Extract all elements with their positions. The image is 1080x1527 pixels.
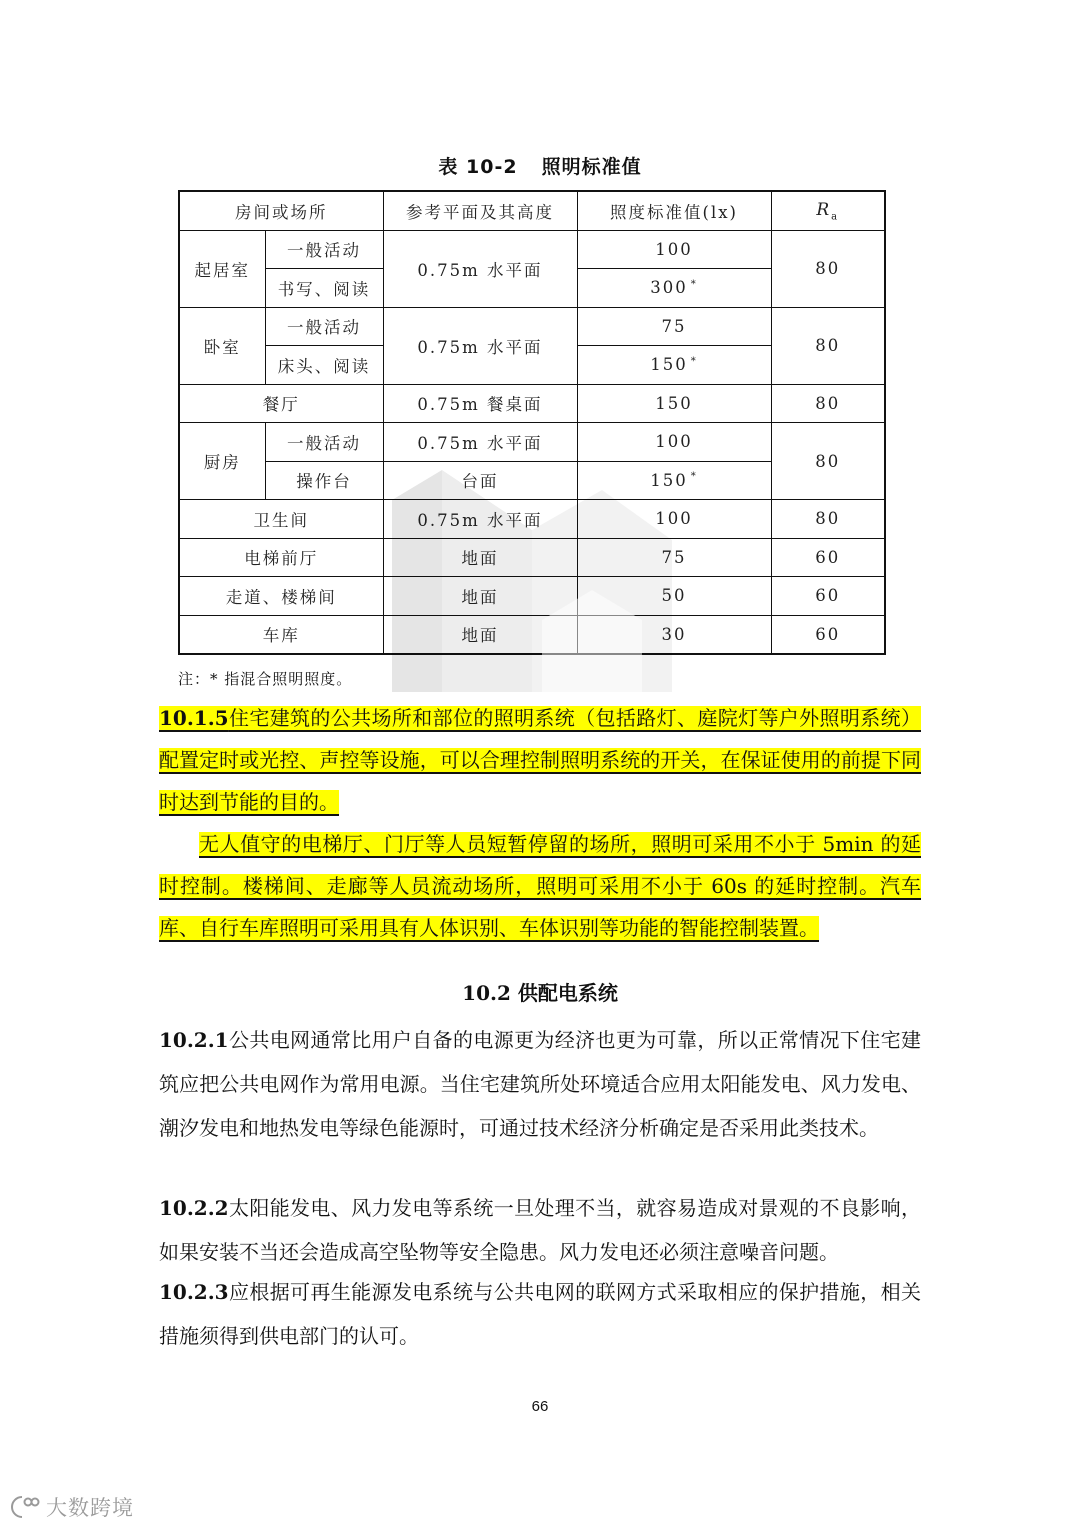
lux-cell: 75 bbox=[577, 307, 771, 346]
ra-cell: 60 bbox=[771, 538, 885, 577]
lux-cell: 50 bbox=[577, 577, 771, 616]
plane-cell: 地面 bbox=[383, 538, 577, 577]
lux-cell: 75 bbox=[577, 538, 771, 577]
table-row bbox=[179, 615, 885, 654]
clause-text: 住宅建筑的公共场所和部位的照明系统（包括路灯、庭院灯等户外照明系统）配置定时或光控、声控等设施，可以合理控制照明系统的开关，在保证使用的前提下同时达到节能的目的。 bbox=[159, 706, 921, 814]
sub-cell: 书写、阅读 bbox=[265, 269, 383, 308]
room-cell: 餐厅 bbox=[179, 384, 383, 423]
room-cell: 起居室 bbox=[179, 230, 265, 307]
room-cell: 走道、楼梯间 bbox=[179, 577, 383, 616]
ra-cell: 80 bbox=[771, 307, 885, 384]
room-cell: 厨房 bbox=[179, 423, 265, 500]
table-row bbox=[179, 230, 885, 269]
ra-cell: 80 bbox=[771, 423, 885, 500]
plane-cell: 0.75m 水平面 bbox=[383, 500, 577, 539]
ra-cell: 80 bbox=[771, 230, 885, 307]
table-number: 表 10-2 bbox=[438, 156, 518, 178]
room-cell: 卫生间 bbox=[179, 500, 383, 539]
lighting-standard-table bbox=[178, 190, 886, 655]
plane-cell: 0.75m 水平面 bbox=[383, 230, 577, 307]
ra-cell: 80 bbox=[771, 384, 885, 423]
clause-number: 10.2.2 bbox=[159, 1196, 229, 1220]
lux-cell: 150 * bbox=[577, 461, 771, 500]
lux-cell: 300 * bbox=[577, 269, 771, 308]
brand-name: 大数跨境 bbox=[46, 1496, 134, 1520]
ra-cell: 60 bbox=[771, 577, 885, 616]
brand-watermark bbox=[8, 1492, 134, 1522]
room-cell: 卧室 bbox=[179, 307, 265, 384]
header-room: 房间或场所 bbox=[179, 191, 383, 230]
brand-logo-icon bbox=[8, 1494, 40, 1520]
sub-cell: 一般活动 bbox=[265, 307, 383, 346]
table-header-row bbox=[179, 191, 885, 230]
plane-cell: 台面 bbox=[383, 461, 577, 500]
room-cell: 车库 bbox=[179, 615, 383, 654]
clause-10-1-5 bbox=[159, 697, 921, 823]
clause-10-2-3 bbox=[159, 1270, 921, 1358]
section-title: 10.2 供配电系统 bbox=[462, 981, 618, 1005]
header-ra: $R_a$ bbox=[771, 191, 885, 230]
lux-cell: 150 bbox=[577, 384, 771, 423]
table-row bbox=[179, 307, 885, 346]
clause-number: 10.2.1 bbox=[159, 1028, 229, 1052]
lux-cell: 100 bbox=[577, 230, 771, 269]
clause-text: 应根据可再生能源发电系统与公共电网的联网方式采取相应的保护措施，相关措施须得到供电部门的认可。 bbox=[159, 1280, 921, 1348]
clause-number: 10.1.5 bbox=[159, 706, 229, 730]
ra-cell: 80 bbox=[771, 500, 885, 539]
page-number: 66 bbox=[531, 1398, 549, 1415]
header-lux: 照度标准值(lx) bbox=[577, 191, 771, 230]
clause-text: 太阳能发电、风力发电等系统一旦处理不当，就容易造成对景观的不良影响，如果安装不当还会造成高空坠物等安全隐患。风力发电还必须注意噪音问题。 bbox=[159, 1196, 921, 1264]
lux-cell: 150 * bbox=[577, 346, 771, 385]
clause-10-2-1 bbox=[159, 1018, 921, 1150]
room-cell: 电梯前厅 bbox=[179, 538, 383, 577]
sub-cell: 床头、阅读 bbox=[265, 346, 383, 385]
sub-cell: 操作台 bbox=[265, 461, 383, 500]
plane-cell: 地面 bbox=[383, 615, 577, 654]
table-row bbox=[179, 384, 885, 423]
table-row bbox=[179, 538, 885, 577]
table-row bbox=[179, 577, 885, 616]
sub-cell: 一般活动 bbox=[265, 230, 383, 269]
header-plane: 参考平面及其高度 bbox=[383, 191, 577, 230]
clause-text: 公共电网通常比用户自备的电源更为经济也更为可靠，所以正常情况下住宅建筑应把公共电网作为常用电源。当住宅建筑所处环境适合应用太阳能发电、风力发电、潮汐发电和地热发电等绿色能源时，可通过技术经济分析确定是否采用此类技术。 bbox=[159, 1028, 921, 1140]
plane-cell: 地面 bbox=[383, 577, 577, 616]
table-row bbox=[179, 500, 885, 539]
plane-cell: 0.75m 水平面 bbox=[383, 307, 577, 384]
lux-cell: 100 bbox=[577, 500, 771, 539]
plane-cell: 0.75m 水平面 bbox=[383, 423, 577, 462]
lux-cell: 30 bbox=[577, 615, 771, 654]
table-title bbox=[0, 152, 1080, 179]
clause-10-2-2 bbox=[159, 1186, 921, 1274]
table-title-text: 照明标准值 bbox=[541, 156, 642, 178]
clause-text: 无人值守的电梯厅、门厅等人员短暂停留的场所，照明可采用不小于 5min 的延时控制。楼梯间、走廊等人员流动场所，照明可采用不小于 60s 的延时控制。汽车库、自行车库照明可采用具有人体识别、车体识别等功能的智能控制装置。 bbox=[159, 832, 921, 940]
lux-cell: 100 bbox=[577, 423, 771, 462]
ra-cell: 60 bbox=[771, 615, 885, 654]
table-row bbox=[179, 423, 885, 462]
clause-number: 10.2.3 bbox=[159, 1280, 229, 1304]
sub-cell: 一般活动 bbox=[265, 423, 383, 462]
clause-10-1-5-continued bbox=[159, 823, 921, 949]
table-note: 注：* 指混合照明照度。 bbox=[178, 670, 353, 688]
plane-cell: 0.75m 餐桌面 bbox=[383, 384, 577, 423]
